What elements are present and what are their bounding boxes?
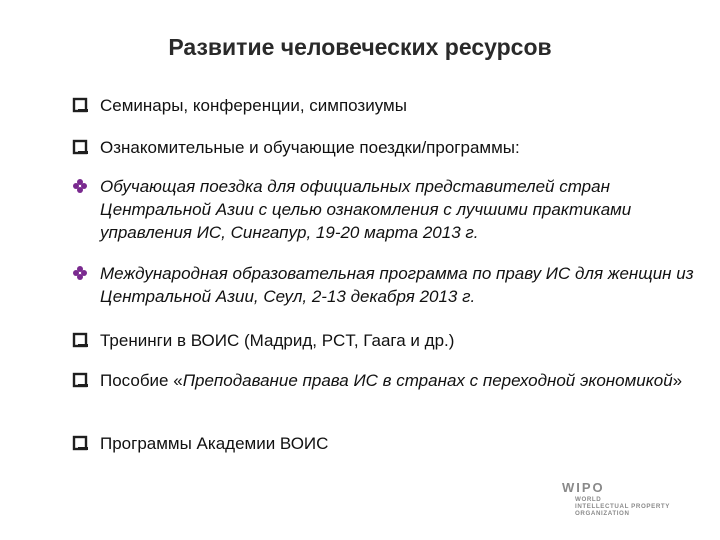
text-before: Пособие « bbox=[100, 371, 183, 390]
logo-line: WORLD bbox=[575, 496, 602, 503]
logo-line: ORGANIZATION bbox=[575, 510, 630, 517]
logo-name: WIPO bbox=[562, 480, 605, 495]
checkbox-square-bullet-icon bbox=[72, 94, 92, 117]
checkbox-square-bullet-icon bbox=[72, 369, 92, 392]
list-item-text: Международная образовательная программа по праву ИС для женщин из Центральной Азии, Сеул, 2-13 декабря 2013 г. bbox=[100, 264, 694, 306]
list-item-text: Семинары, конференции, симпозиумы bbox=[100, 96, 407, 115]
wipo-logo bbox=[562, 480, 702, 520]
logo-line: INTELLECTUAL PROPERTY bbox=[575, 503, 670, 510]
checkbox-square-bullet-icon bbox=[72, 432, 92, 455]
list-item-text bbox=[100, 369, 700, 392]
list-item-text: Обучающая поездка для официальных представителей стран Центральной Азии с целью ознакомления с лучшими практиками управления ИС, Сингапур, 19-20 марта 2013 г. bbox=[100, 177, 632, 242]
checkbox-square-bullet-icon bbox=[72, 136, 92, 159]
page-title: Развитие человеческих ресурсов bbox=[168, 34, 552, 60]
diamond-bullet-icon bbox=[72, 175, 92, 198]
book-title: Преподавание права ИС в странах с переходной экономикой bbox=[182, 371, 673, 390]
list-item-text: Ознакомительные и обучающие поездки/программы: bbox=[100, 138, 520, 157]
diamond-bullet-icon bbox=[72, 262, 92, 285]
list-item-text: Тренинги в ВОИС (Мадрид, PCT, Гаага и др.) bbox=[100, 331, 455, 350]
text-after: » bbox=[672, 371, 683, 390]
checkbox-square-bullet-icon bbox=[72, 329, 92, 352]
list-item-text: Программы Академии ВОИС bbox=[100, 434, 329, 453]
